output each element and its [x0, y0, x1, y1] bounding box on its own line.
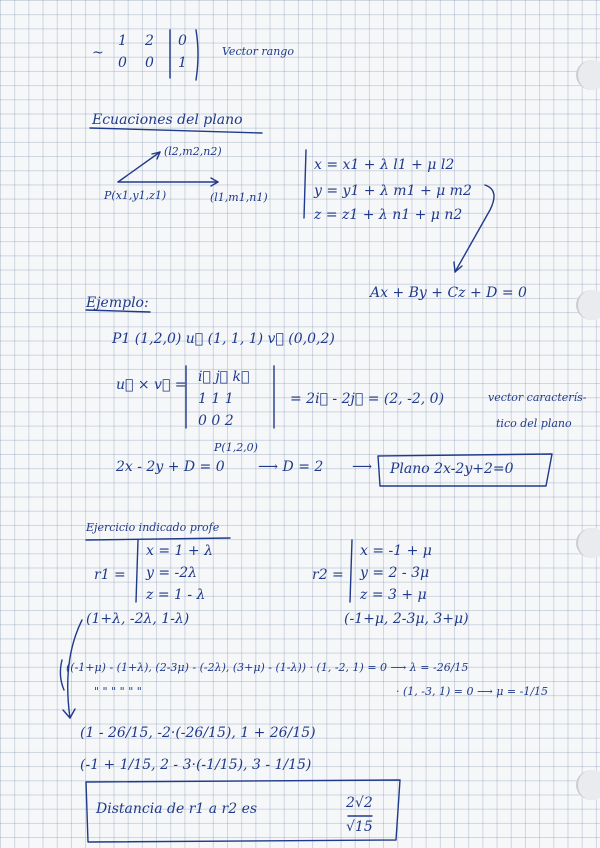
line-eq: z = 1 - λ: [146, 587, 206, 603]
binder-hole: [576, 60, 600, 90]
param-eq-x: x = x1 + λ l1 + μ l2: [314, 157, 455, 173]
general-equation: Ax + By + Cz + D = 0: [370, 285, 527, 301]
binder-hole: [576, 290, 600, 320]
param-eq-z: z = z1 + λ n1 + μ n2: [314, 207, 463, 223]
line-name: r1 =: [94, 567, 126, 583]
line-eq: y = 2 - 3μ: [360, 565, 430, 581]
binder-hole: [576, 770, 600, 800]
ditto-marks: " " " " " ": [94, 685, 142, 698]
vector-label: (l2,m2,n2): [164, 145, 222, 158]
matrix-cell: 0: [118, 55, 127, 71]
boxed-plane-result: Plano 2x-2y+2=0: [390, 461, 514, 477]
matrix-cell: 0: [178, 33, 187, 49]
vector-label: (l1,m1,n1): [210, 191, 268, 204]
side-note: tico del plano: [496, 417, 572, 430]
generic-point: (1+λ, -2λ, 1-λ): [86, 611, 190, 627]
cross-product-result: = 2i⃗ - 2j⃗ = (2, -2, 0): [290, 391, 445, 407]
distance-label: Distancia de r1 a r2 es: [96, 801, 258, 817]
matrix-note: Vector rango: [222, 45, 294, 58]
distance-denominator: √15: [346, 819, 373, 835]
side-note: vector caracterís-: [488, 391, 587, 404]
matrix-cell: 1: [118, 33, 127, 49]
line-eq: x = -1 + μ: [360, 543, 432, 559]
point-label: P(x1,y1,z1): [104, 189, 167, 202]
cross-product-lhs: u⃗ × v⃗ =: [116, 377, 187, 393]
param-eq-y: y = y1 + λ m1 + μ m2: [314, 183, 472, 199]
binder-hole: [576, 528, 600, 558]
matrix-cell: 0: [145, 55, 154, 71]
approx-sign: ~: [92, 45, 104, 61]
section-title: Ejercicio indicado profe: [86, 521, 220, 534]
line-eq: z = 3 + μ: [360, 587, 427, 603]
orthogonality-eq: · (1, -3, 1) = 0 ⟶ μ = -1/15: [396, 685, 549, 698]
matrix-cell: 2: [145, 33, 154, 49]
matrix-cell: 1: [178, 55, 187, 71]
plane-equation: 2x - 2y + D = 0: [116, 459, 225, 475]
generic-point: (-1+μ, 2-3μ, 3+μ): [344, 611, 469, 627]
substitution-point: P(1,2,0): [214, 441, 258, 454]
determinant-row: i⃗ j⃗ k⃗: [198, 369, 250, 385]
line-name: r2 =: [312, 567, 344, 583]
line-eq: y = -2λ: [146, 565, 198, 581]
distance-numerator: 2√2: [346, 795, 373, 811]
line-eq: x = 1 + λ: [146, 543, 213, 559]
determinant-row: 0 0 2: [198, 413, 234, 429]
section-title: Ejemplo:: [86, 295, 149, 311]
d-value: ⟶ D = 2: [258, 459, 324, 475]
orthogonality-eq: ((-1+μ) - (1+λ), (2-3μ) - (-2λ), (3+μ) - (1-λ)) · (1, -2, 1) = 0 ⟶ λ = -26/15: [66, 661, 469, 674]
closest-point: (-1 + 1/15, 2 - 3·(-1/15), 3 - 1/15): [80, 757, 312, 773]
arrow: ⟶: [352, 459, 373, 475]
closest-point: (1 - 26/15, -2·(-26/15), 1 + 26/15): [80, 725, 316, 741]
given-vectors: P1 (1,2,0) u⃗ (1, 1, 1) v⃗ (0,0,2): [112, 331, 335, 347]
section-title: Ecuaciones del plano: [92, 112, 243, 128]
determinant-row: 1 1 1: [198, 391, 234, 407]
